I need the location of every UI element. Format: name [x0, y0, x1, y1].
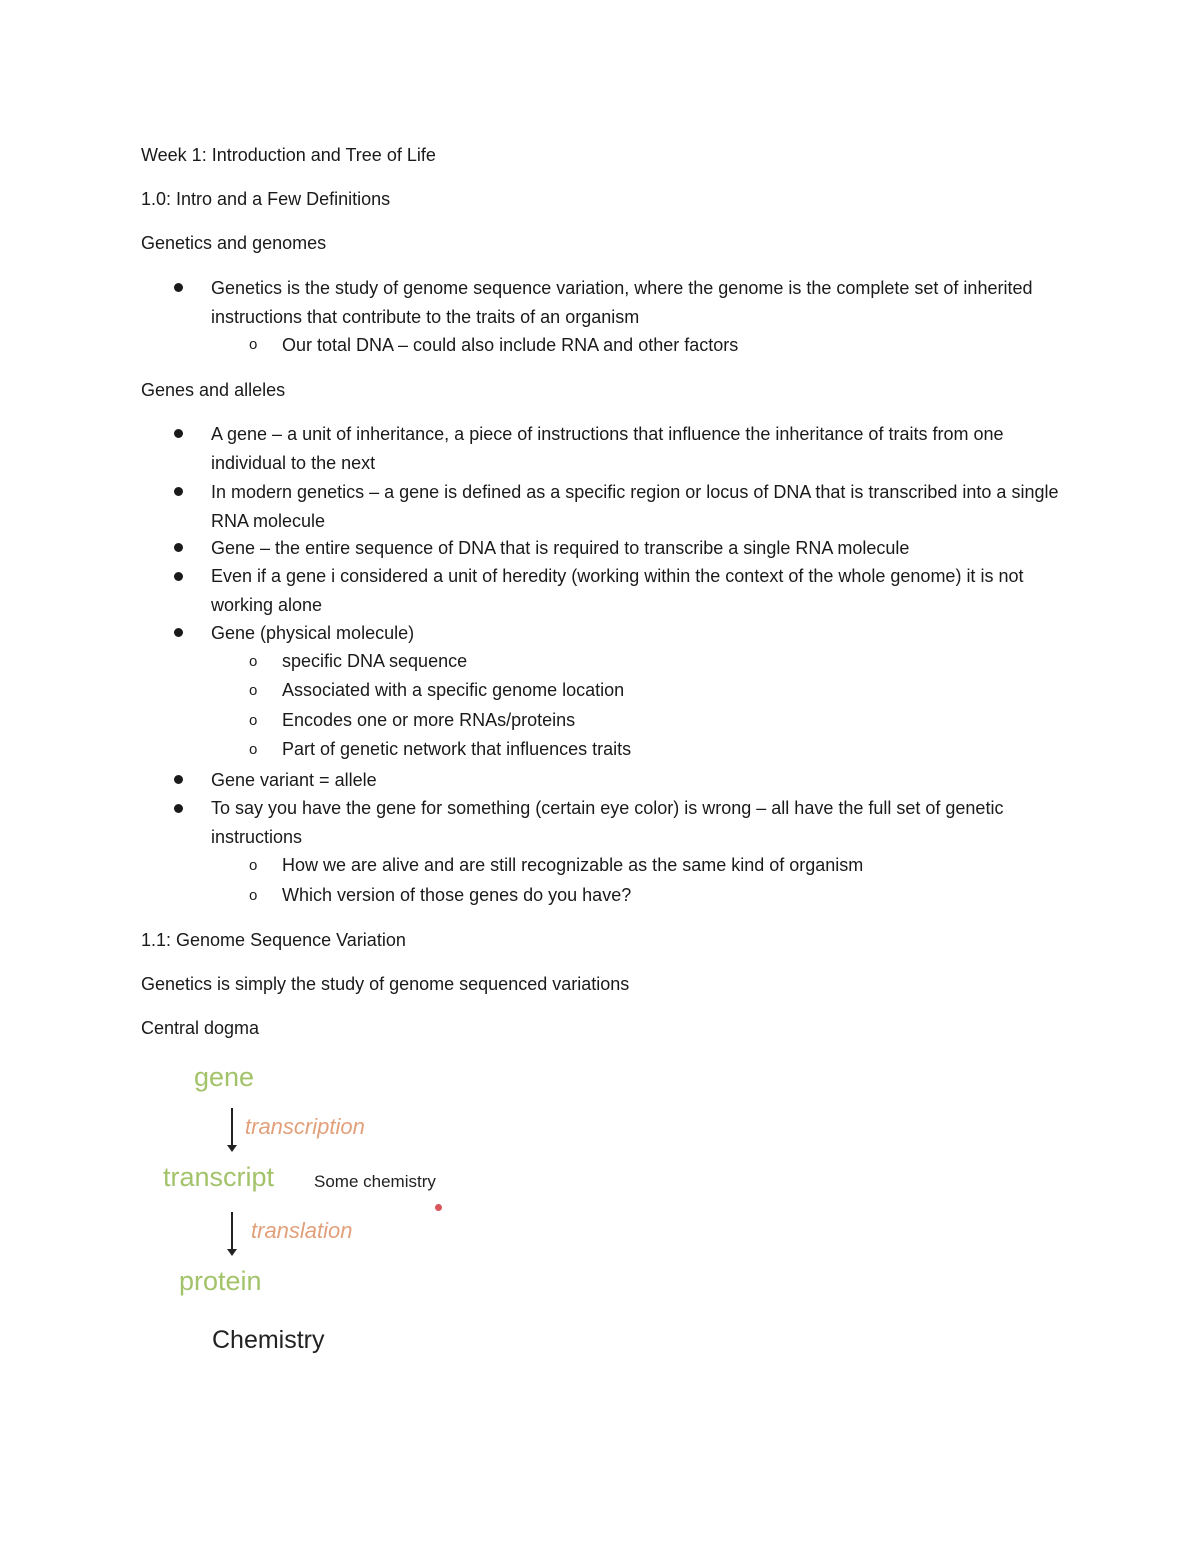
physical-sub-bullet: Associated with a specific genome location: [282, 680, 625, 700]
bullet-icon: [174, 543, 183, 552]
bullet-icon: [174, 429, 183, 438]
week-title: Week 1: Introduction and Tree of Life: [141, 145, 436, 165]
gene-bullet: To say you have the gene for something (certain eye color) is wrong – all have the full set of genetic instructions: [211, 798, 1004, 847]
section-heading-1-1: 1.1: Genome Sequence Variation: [141, 930, 406, 950]
sub-bullet-icon: o: [249, 682, 258, 699]
gene-bullet: A gene – a unit of inheritance, a piece of instructions that influence the inheritance of traits from one individual to the next: [211, 424, 1004, 473]
genetics-bullet: Genetics is the study of genome sequence variation, where the genome is the complete set of inherited instructions that contribute to the traits of an organism: [211, 278, 1033, 327]
bullet-icon: [174, 804, 183, 813]
sub-bullet-icon: o: [249, 712, 258, 729]
diagram-protein-label: protein: [179, 1266, 262, 1296]
eye-sub-bullet: How we are alive and are still recognizable as the same kind of organism: [282, 855, 864, 875]
gene-bullet: Even if a gene i considered a unit of heredity (working within the context of the whole genome) it is not working alone: [211, 566, 1024, 615]
heading-genes-alleles: Genes and alleles: [141, 380, 286, 400]
heading-central-dogma: Central dogma: [141, 1018, 260, 1038]
physical-sub-bullet: Encodes one or more RNAs/proteins: [282, 710, 576, 730]
gene-bullet: Gene – the entire sequence of DNA that is required to transcribe a single RNA molecule: [211, 538, 910, 558]
gene-bullet: Gene (physical molecule): [211, 623, 415, 643]
section-heading-1-0: 1.0: Intro and a Few Definitions: [141, 189, 391, 209]
down-arrow-icon: [231, 1108, 233, 1146]
bullet-icon: [174, 283, 183, 292]
physical-sub-bullet: specific DNA sequence: [282, 651, 468, 671]
eye-sub-bullet: Which version of those genes do you have?: [282, 885, 632, 905]
down-arrow-icon: [231, 1212, 233, 1250]
diagram-chemistry-note: Chemistry: [212, 1326, 325, 1354]
heading-genetics-genomes: Genetics and genomes: [141, 233, 327, 253]
bullet-icon: [174, 572, 183, 581]
sub-bullet-icon: o: [249, 741, 258, 758]
diagram-gene-label: gene: [194, 1062, 255, 1092]
physical-sub-bullet: Part of genetic network that influences traits: [282, 739, 632, 759]
diagram-some-chemistry-note: Some chemistry: [314, 1172, 436, 1191]
bullet-icon: [174, 487, 183, 496]
diagram-transcript-label: transcript: [163, 1162, 275, 1192]
red-dot-icon: [435, 1204, 442, 1211]
diagram-translation-label: translation: [251, 1218, 353, 1243]
sub-bullet-icon: o: [249, 857, 258, 874]
bullet-icon: [174, 775, 183, 784]
sub-bullet-icon: o: [249, 887, 258, 904]
sub-bullet-icon: o: [249, 653, 258, 670]
gene-bullet: Gene variant = allele: [211, 770, 377, 790]
bullet-icon: [174, 628, 183, 637]
diagram-transcription-label: transcription: [245, 1114, 365, 1139]
sequence-line: Genetics is simply the study of genome sequenced variations: [141, 974, 630, 994]
sub-bullet-icon: o: [249, 336, 258, 353]
gene-bullet: In modern genetics – a gene is defined as a specific region or locus of DNA that is transcribed into a single RNA molecule: [211, 482, 1059, 531]
genetics-sub-bullet: Our total DNA – could also include RNA and other factors: [282, 335, 739, 355]
